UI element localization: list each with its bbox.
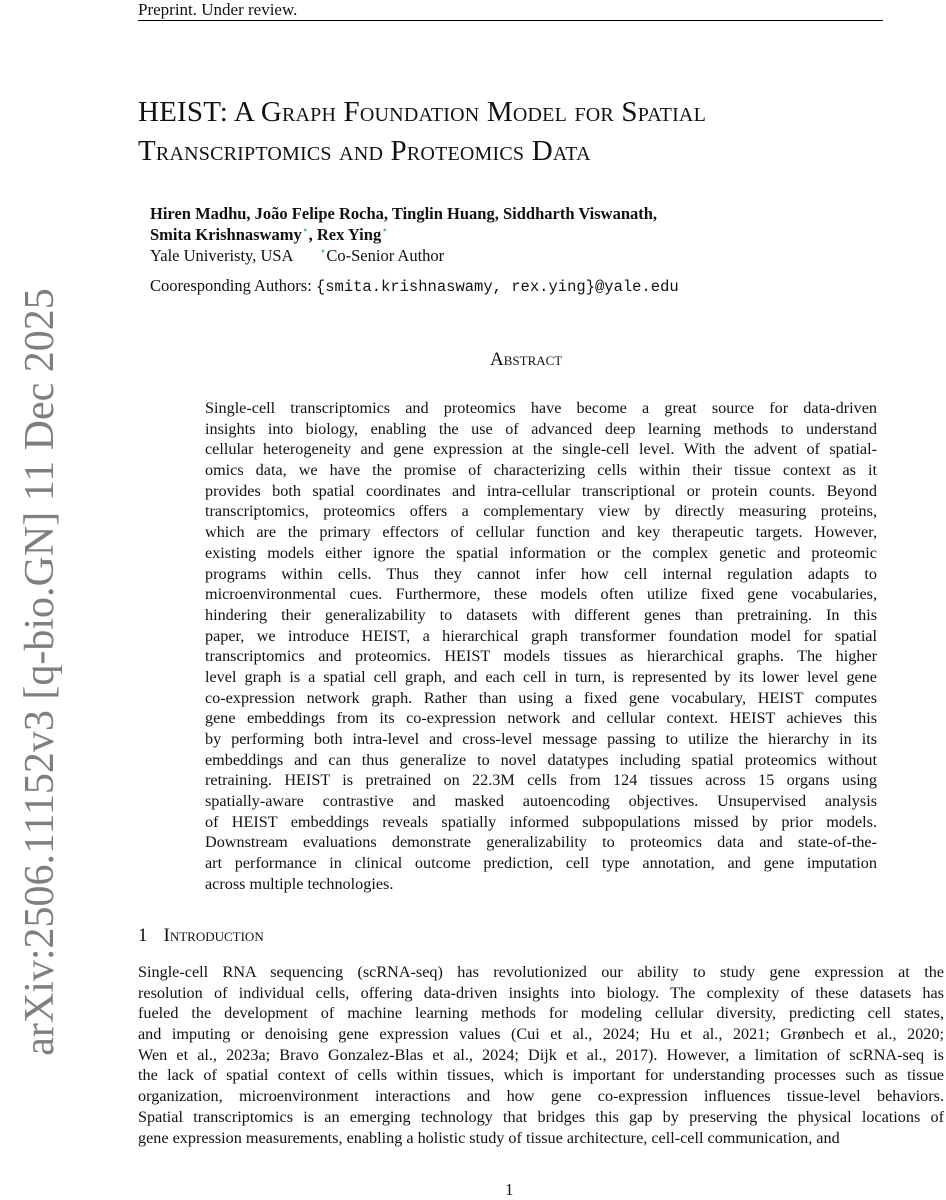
section-title: Introduction (163, 925, 264, 946)
text-line: by performing both intra-level and cross-level message passing to utilize the hierarchy in its (205, 730, 877, 748)
text-line: transcriptomics and proteomics. HEIST models tissues as hierarchical graphs. The higher (205, 647, 877, 666)
text-line: and imputing or denoising gene expression values (Cui et al., 2024; Hu et al., 2021; Grønbech et al., 2020; (138, 1025, 944, 1044)
author-ying: Rex Ying (316, 225, 382, 244)
text-line: insights into biology, enabling the use of advanced deep learning methods to understand (205, 419, 877, 438)
contact-label: Cooresponding Authors: (150, 276, 316, 295)
text-line: retraining. HEIST is pretrained on 22.3M cells from 124 tissues across 15 organs using (205, 771, 877, 790)
text-line: Wen et al., 2023a; Bravo Gonzalez-Blas et al., 2024; Dijk et al., 2017). However, a limitation of scRNA-seq is (138, 1045, 944, 1064)
section-number: 1 (138, 925, 148, 946)
text-line: level graph is a spatial cell graph, and each cell in turn, is represented by its lower level gene (205, 667, 877, 686)
text-line: Single-cell RNA sequencing (scRNA-seq) has revolutionized our ability to study gene expression at the (138, 963, 944, 981)
text-line: gene embeddings from its co-expression network and cellular context. HEIST achieves this (205, 709, 877, 728)
text-line: Spatial transcriptomics is an emerging technology that bridges this gap by preserving the physical locations of (138, 1107, 944, 1126)
text-line: the lack of spatial context of cells within tissues, which is important for understanding processes such as tissue (138, 1066, 944, 1085)
co-senior-star-icon: ⋆ (301, 224, 309, 237)
co-senior-star-icon: ⋆ (381, 224, 389, 237)
text-line: organization, microenvironment interactions and how gene co-expression influences tissue-level behaviors. (138, 1087, 944, 1106)
text-line: gene expression measurements, enabling a holistic study of tissue architecture, cell-cell communication, and (138, 1128, 840, 1147)
text-line: cellular heterogeneity and gene expression at the single-cell level. With the advent of spatial- (205, 440, 877, 459)
text-line: embeddings and can thus generalize to novel datatypes including spatial proteomics without (205, 750, 877, 769)
text-line: microenvironmental cues. Furthermore, these models often utilize fixed gene vocabularies, (205, 585, 877, 604)
page-number: 1 (505, 1180, 514, 1199)
author-separator: , (308, 225, 317, 244)
text-line: omics data, we have the promise of characterizing cells within their tissue context as it (205, 461, 877, 480)
text-line: existing models either ignore the spatial information or the complex genetic and proteomic (205, 543, 877, 562)
paper-title-line-2: Transcriptomics and Proteomics Data (138, 135, 591, 167)
text-line: of HEIST embeddings reveals spatially informed subpopulations missed by prior models. (205, 812, 877, 831)
text-line: provides both spatial coordinates and intra-cellular transcriptional or protein counts. Beyond (205, 481, 877, 500)
text-line: transcriptomics, proteomics offers a complementary view by directly measuring proteins, (205, 502, 877, 521)
text-line: programs within cells. Thus they cannot infer how cell internal regulation adapts to (205, 564, 877, 583)
author-list-line-2 (150, 224, 388, 245)
co-senior-star-icon: ⋆ (319, 245, 327, 258)
text-line: across multiple technologies. (205, 874, 394, 893)
corresponding-authors (150, 275, 679, 298)
text-line: paper, we introduce HEIST, a hierarchical graph transformer foundation model for spatial (205, 626, 877, 645)
paper-title-line-1: HEIST: A Graph Foundation Model for Spatial (138, 96, 706, 128)
author-list-line-1: Hiren Madhu, João Felipe Rocha, Tinglin Huang, Siddharth Viswanath, (150, 204, 658, 223)
text-line: Downstream evaluations demonstrate generalizability to proteomics data and state-of-the- (205, 833, 877, 852)
text-line: Single-cell transcriptomics and proteomics have become a great source for data-driven (205, 399, 877, 417)
affiliation-line (150, 245, 444, 266)
text-line: which are the primary effectors of cellular function and key therapeutic targets. However, (205, 523, 877, 542)
text-line: co-expression network graph. Rather than using a fixed gene vocabulary, HEIST computes (205, 688, 877, 707)
header-rule (138, 20, 883, 21)
section-heading-introduction (138, 924, 264, 948)
arxiv-stamp: arXiv:2506.11152v3 [q-bio.GN] 11 Dec 2025 (17, 288, 63, 1056)
abstract-body (205, 398, 877, 895)
introduction-body (138, 962, 944, 1148)
affiliation: Yale Univeristy, USA (150, 246, 294, 265)
running-head: Preprint. Under review. (138, 0, 298, 19)
text-line: resolution of individual cells, offering data-driven insights into biology. The complexity of these datasets has (138, 983, 944, 1002)
abstract-heading: Abstract (490, 349, 563, 370)
text-line: fueled the development of machine learning methods for modeling cellular diversity, predicting cell states, (138, 1004, 944, 1023)
contact-email[interactable]: {smita.krishnaswamy, rex.ying}@yale.edu (315, 278, 679, 296)
text-line: spatially-aware contrastive and masked autoencoding objectives. Unsupervised analysis (205, 792, 877, 811)
text-line: art performance in clinical outcome prediction, cell type annotation, and gene imputation (205, 854, 877, 873)
co-senior-note: Co-Senior Author (326, 246, 445, 265)
author-krishnaswamy: Smita Krishnaswamy (150, 225, 302, 244)
text-line: hindering their generalizability to datasets with different genes than pretraining. In this (205, 605, 877, 624)
